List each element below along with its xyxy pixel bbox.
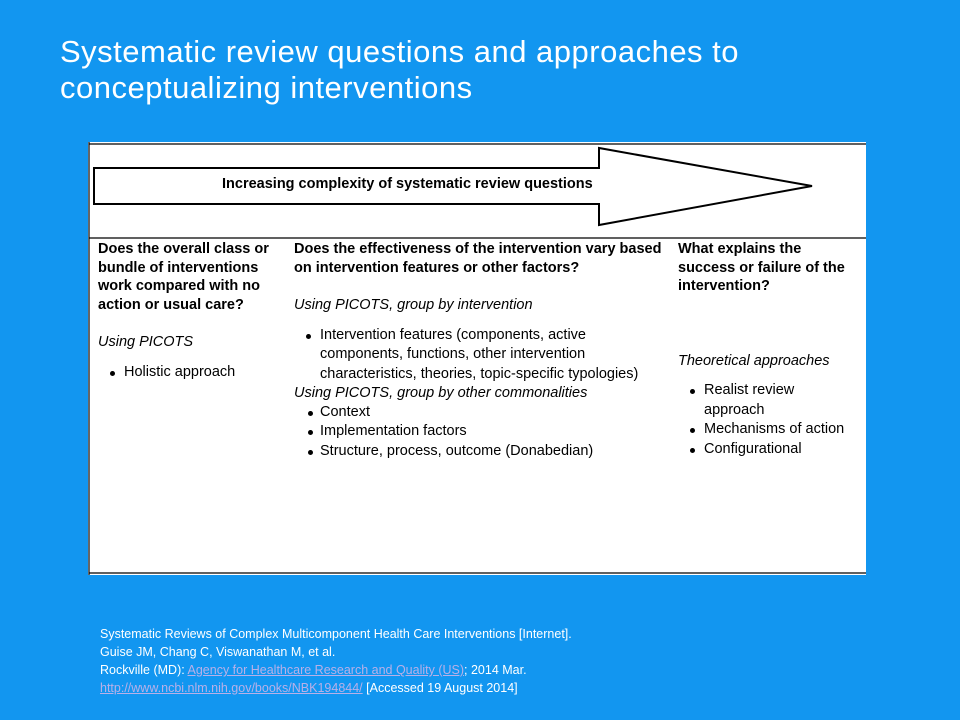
publisher-link[interactable]: Agency for Healthcare Research and Quality (US) <box>187 663 465 677</box>
bullet-icon <box>308 430 313 435</box>
column-group-label: Using PICOTS, group by intervention <box>294 297 533 313</box>
column-effectiveness <box>294 240 669 461</box>
bullet-item <box>294 326 669 385</box>
bullet-list <box>678 381 858 459</box>
bullet-item <box>294 403 669 423</box>
column-question: Does the effectiveness of the intervention vary based on intervention features or other factors? <box>294 241 662 276</box>
bullet-text: Context <box>320 403 370 420</box>
citation-accessed: [Accessed 19 August 2014] <box>362 681 518 695</box>
bullet-icon <box>308 450 313 455</box>
column-question: Does the overall class or bundle of interventions work compared with no action or usual care? <box>98 241 269 313</box>
bullet-item <box>98 363 283 383</box>
column-overall-class <box>98 240 283 382</box>
citation-title: Systematic Reviews of Complex Multicomponent Health Care Interventions [Internet]. <box>100 627 572 641</box>
bullet-text: Holistic approach <box>124 363 236 380</box>
bullet-icon <box>690 428 695 433</box>
bullet-item <box>294 442 669 462</box>
bullet-text: Realist review approach <box>704 382 795 418</box>
bullet-icon <box>690 389 695 394</box>
citation-url-line <box>100 679 740 697</box>
bullet-icon <box>308 411 313 416</box>
bullet-text: Structure, process, outcome (Donabedian) <box>320 442 594 459</box>
citation-publisher-prefix: Rockville (MD): <box>100 663 188 677</box>
slide-title: Systematic review questions and approaches to conceptualizing interventions <box>60 34 740 105</box>
bullet-item <box>294 422 669 442</box>
bullet-list <box>294 326 669 385</box>
citation-publisher-line <box>100 661 740 679</box>
source-url-link[interactable]: http://www.ncbi.nlm.nih.gov/books/NBK194844/ <box>100 681 363 695</box>
citation <box>100 625 740 697</box>
column-question: What explains the success or failure of the intervention? <box>678 241 845 294</box>
bullet-text: Implementation factors <box>320 423 467 439</box>
bullet-icon <box>690 448 695 453</box>
arrow-label: Increasing complexity of systematic review questions <box>222 176 593 192</box>
bullet-list <box>98 363 283 383</box>
column-group-label-secondary: Using PICOTS, group by other commonalities <box>294 385 588 401</box>
column-explanation <box>678 240 858 459</box>
citation-authors: Guise JM, Chang C, Viswanathan M, et al. <box>100 645 336 659</box>
bullet-item <box>678 381 858 420</box>
bullet-text: Mechanisms of action <box>704 421 845 437</box>
bullet-item <box>678 440 858 460</box>
review-questions-figure <box>88 142 866 575</box>
bullet-text: Intervention features (components, active components, functions, other intervention characteristics, theories, topic-specific typologies) <box>320 326 639 382</box>
citation-date: ; 2014 Mar. <box>464 663 527 677</box>
bullet-item <box>678 420 858 440</box>
column-group-label: Using PICOTS <box>98 334 194 350</box>
column-group-label: Theoretical approaches <box>678 352 830 369</box>
bullet-text: Configurational <box>704 440 802 457</box>
bullet-icon <box>306 334 311 339</box>
bullet-list-secondary <box>294 403 669 462</box>
bullet-icon <box>110 371 115 376</box>
